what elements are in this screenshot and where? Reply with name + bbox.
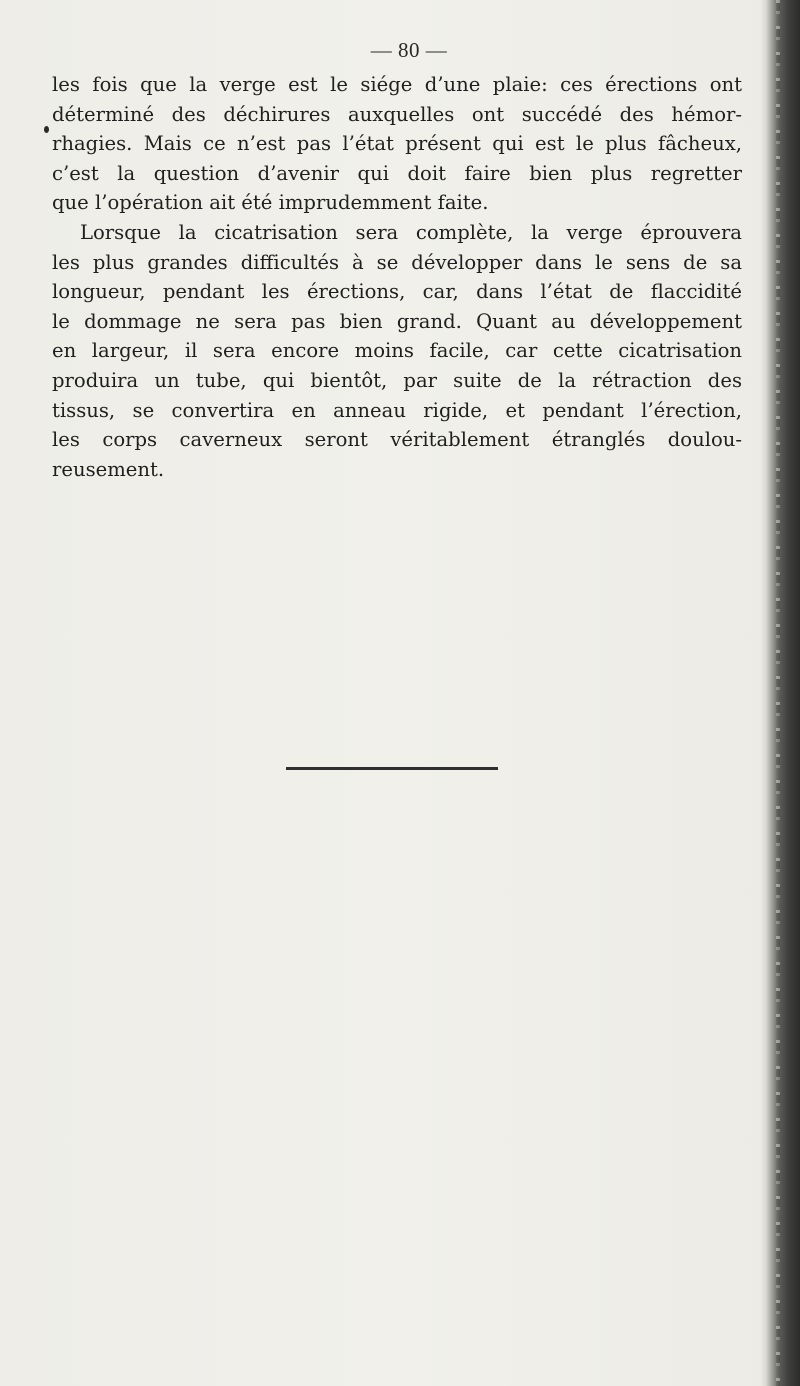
ink-speck — [44, 126, 49, 133]
text-line: rhagies. Mais ce n’est pas l’état présent qui est le plus fâcheux, — [52, 132, 742, 156]
text-line: les plus grandes difficultés à se développer dans le sens de sa — [52, 250, 742, 274]
text-line: que l’opération ait été imprudemment faite. — [52, 191, 489, 215]
page-body-text — [52, 70, 742, 484]
text-line: les fois que la verge est le siége d’une plaie: ces érections ont — [52, 73, 742, 96]
text-line-paragraph-start: Lorsque la cicatrisation sera complète, la verge éprouvera — [80, 220, 742, 244]
text-line: le dommage ne sera pas bien grand. Quant au développement — [52, 309, 742, 333]
section-divider-rule — [286, 767, 498, 770]
text-line: en largeur, il sera encore moins facile, car cette cicatrisation — [52, 339, 742, 363]
text-line: tissus, se convertira en anneau rigide, et pendant l’érection, — [52, 398, 742, 422]
text-line: c’est la question d’avenir qui doit faire bien plus regretter — [52, 161, 742, 185]
text-line: longueur, pendant les érections, car, dans l’état de flaccidité — [52, 280, 742, 304]
book-spine-edge-shadow — [760, 0, 800, 1386]
text-line: les corps caverneux seront véritablement étranglés doulou- — [52, 428, 742, 452]
text-line: déterminé des déchirures auxquelles ont succédé des hémor- — [52, 102, 742, 126]
text-line: reusement. — [52, 457, 165, 481]
text-line: produira un tube, qui bientôt, par suite de la rétraction des — [52, 368, 742, 392]
page-number: — 80 — — [370, 38, 448, 62]
